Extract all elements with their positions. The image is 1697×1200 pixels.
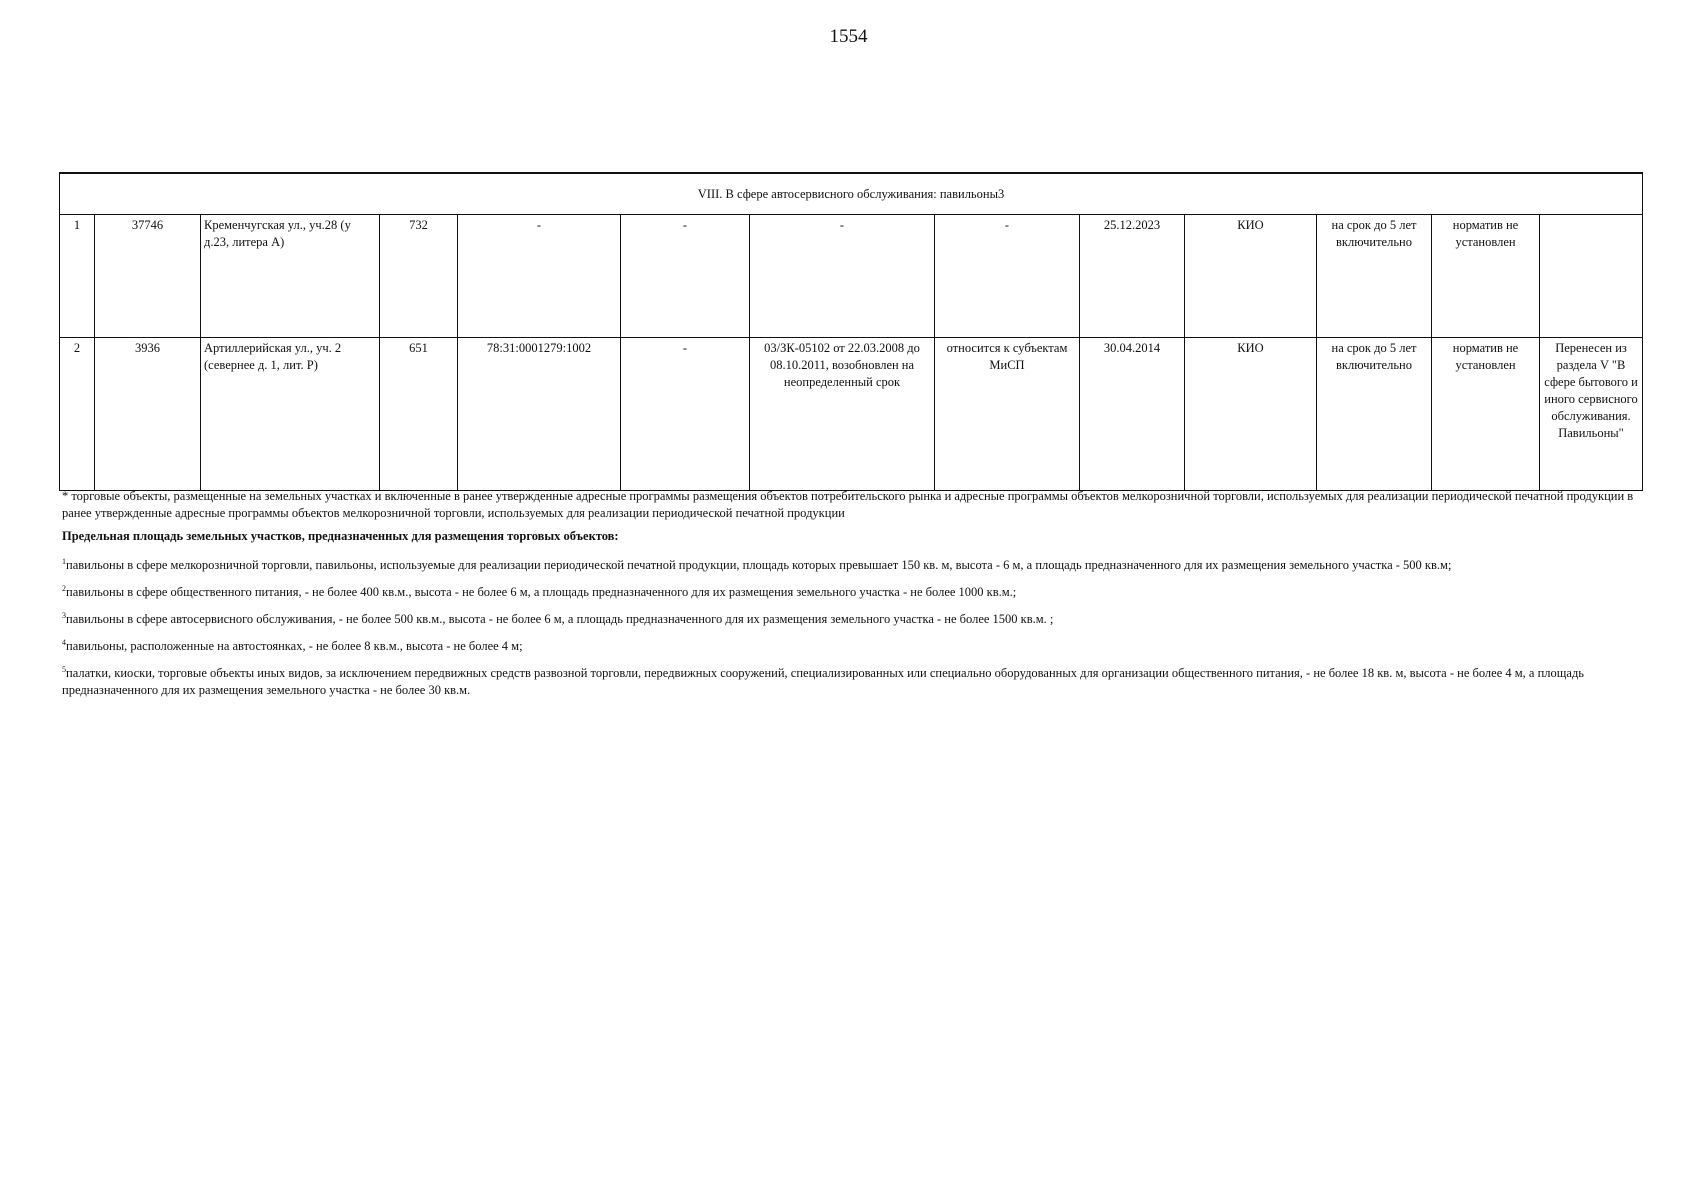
row-number: 1 (60, 215, 95, 338)
term: на срок до 5 лет включительно (1317, 338, 1432, 491)
note: Перенесен из раздела V "В сфере бытового и иного сервисного обслуживания. Павильоны" (1540, 338, 1643, 491)
footnote-text: павильоны в сфере мелкорозничной торговли, павильоны, используемые для реализации периодической печатной продукции, площадь которых превышает 150 кв. м, высота - 6 м, а площадь предназначенного для их размещения земельного участка - 500 кв.м; (66, 558, 1452, 572)
footnote-3 (62, 611, 1642, 628)
footnote-mark: 1 (62, 557, 66, 566)
footnote-text: павильоны в сфере общественного питания, - не более 400 кв.м., высота - не более 6 м, а площадь предназначенного для их размещения земельного участка - не более 1000 кв.м.; (66, 585, 1017, 599)
date: 25.12.2023 (1080, 215, 1185, 338)
footnote-text: павильоны в сфере автосервисного обслуживания, - не более 500 кв.м., высота - не более 6 м, а площадь предназначенного для их размещения земельного участка - не более 1500 кв.м. ; (66, 612, 1054, 626)
footnote-text: павильоны, расположенные на автостоянках, - не более 8 кв.м., высота - не более 4 м; (66, 639, 523, 653)
column-six: - (621, 215, 750, 338)
note (1540, 215, 1643, 338)
table-row (60, 338, 1643, 491)
norm: норматив не установлен (1432, 338, 1540, 491)
footnote-4 (62, 638, 1642, 655)
contract-info: 03/ЗК-05102 от 22.03.2008 до 08.10.2011, возобновлен на неопределенный срок (750, 338, 935, 491)
organization: КИО (1185, 215, 1317, 338)
contract-info: - (750, 215, 935, 338)
row-number: 2 (60, 338, 95, 491)
asterisk-note: * торговые объекты, размещенные на земельных участках и включенные в ранее утвержденные адресные программы размещения объектов потребительского рынка и адресные программы объектов мелкорозничной торговли, используемых для реализации периодической печатной продукции в ранее утвержденные адресные программы объектов мелкорозничной торговли, используемых для реализации периодической печатной продукции (62, 489, 1634, 520)
cadastral-number: - (458, 215, 621, 338)
term: на срок до 5 лет включительно (1317, 215, 1432, 338)
footnote-1 (62, 557, 1642, 574)
register-table (59, 172, 1643, 491)
footnote-text: палатки, киоски, торговые объекты иных видов, за исключением передвижных средств развозной торговли, передвижных сооружений, специализированных или специально оборудованных для организации общественного питания, - не более 18 кв. м, высота - не более 4 м, а площадь предназначенного для их размещения земельного участка - не более 30 кв.м. (62, 666, 1585, 697)
footnote-mark: 5 (62, 665, 66, 674)
cadastral-number: 78:31:0001279:1002 (458, 338, 621, 491)
page-number: 1554 (829, 26, 868, 47)
footnote-mark: 4 (62, 638, 66, 647)
object-area: 651 (380, 338, 458, 491)
organization: КИО (1185, 338, 1317, 491)
object-address: Кременчугская ул., уч.28 (у д.23, литера А) (201, 215, 380, 338)
date: 30.04.2014 (1080, 338, 1185, 491)
object-code: 3936 (95, 338, 201, 491)
object-address: Артиллерийская ул., уч. 2 (севернее д. 1, лит. Р) (201, 338, 380, 491)
table-row (60, 215, 1643, 338)
section-header-row (60, 173, 1643, 215)
footnote-mark: 2 (62, 584, 66, 593)
object-code: 37746 (95, 215, 201, 338)
notes-section (62, 488, 1642, 709)
footnote-mark: 3 (62, 611, 66, 620)
footnote-2 (62, 584, 1642, 601)
norm: норматив не установлен (1432, 215, 1540, 338)
column-six: - (621, 338, 750, 491)
section-title: VIII. В сфере автосервисного обслуживания: павильоны3 (60, 173, 1643, 215)
smsp-status: относится к субъектам МиСП (935, 338, 1080, 491)
smsp-status: - (935, 215, 1080, 338)
object-area: 732 (380, 215, 458, 338)
limits-title: Предельная площадь земельных участков, предназначенных для размещения торговых объектов: (62, 529, 619, 543)
footnote-5 (62, 665, 1642, 699)
